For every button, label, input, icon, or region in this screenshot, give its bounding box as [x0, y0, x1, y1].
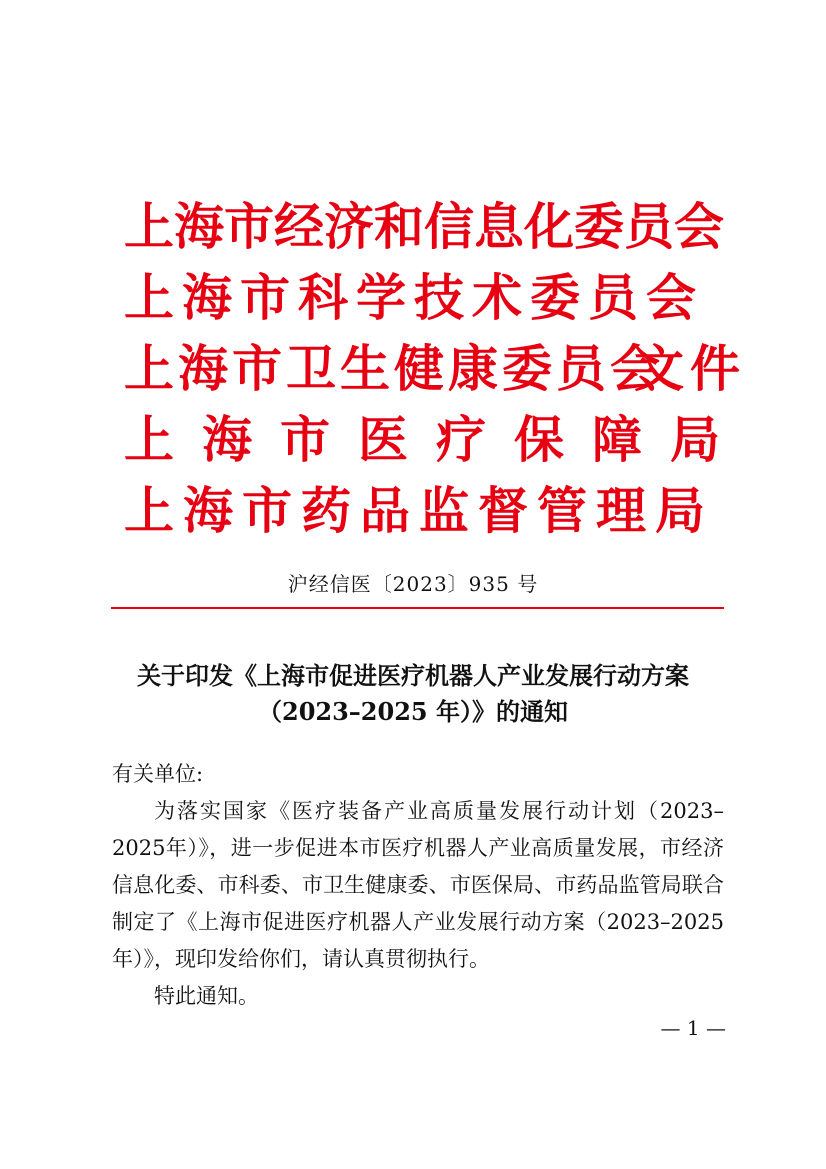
- document-number: 沪经信医〔2023〕935 号: [287, 572, 539, 596]
- org-line-4: [124, 409, 748, 471]
- body-paragraph: 为落实国家《医疗装备产业高质量发展行动计划（2023–2025年）》，进一步促进本市医疗机器人产业高质量发展，市经济信息化委、市科委、市卫生健康委、市医保局、市药品监管局联合制定了《上海市促进医疗机器人产业发展行动方案（2023–2025年）》，现印发给你们，请认真贯彻执行。: [112, 799, 724, 971]
- org-name-2: 上海市科学技术委员会: [124, 268, 704, 327]
- org-line-2: [124, 267, 704, 329]
- document-body: [112, 756, 724, 1015]
- page-number: — 1 —: [660, 1016, 726, 1040]
- red-divider: [111, 607, 724, 609]
- org-name-4: 上海市医疗保障局: [124, 410, 748, 469]
- document-title: [100, 658, 726, 730]
- org-line-5: [124, 480, 714, 542]
- closing-line: 特此通知。: [154, 984, 259, 1008]
- org-name-1: 上海市经济和信息化委员会: [124, 197, 724, 256]
- document-suffix: 文件: [634, 339, 746, 398]
- title-line-1: 关于印发《上海市促进医疗机器人产业发展行动方案: [137, 661, 689, 690]
- salutation: 有关单位:: [112, 762, 204, 786]
- red-header: [124, 196, 748, 540]
- org-name-5: 上海市药品监督管理局: [124, 481, 714, 540]
- title-line-2: （2023–2025 年）》的通知: [258, 697, 568, 726]
- org-line-3: [124, 338, 664, 400]
- org-name-3: 上海市卫生健康委员会: [124, 339, 664, 398]
- org-line-1: [124, 196, 724, 258]
